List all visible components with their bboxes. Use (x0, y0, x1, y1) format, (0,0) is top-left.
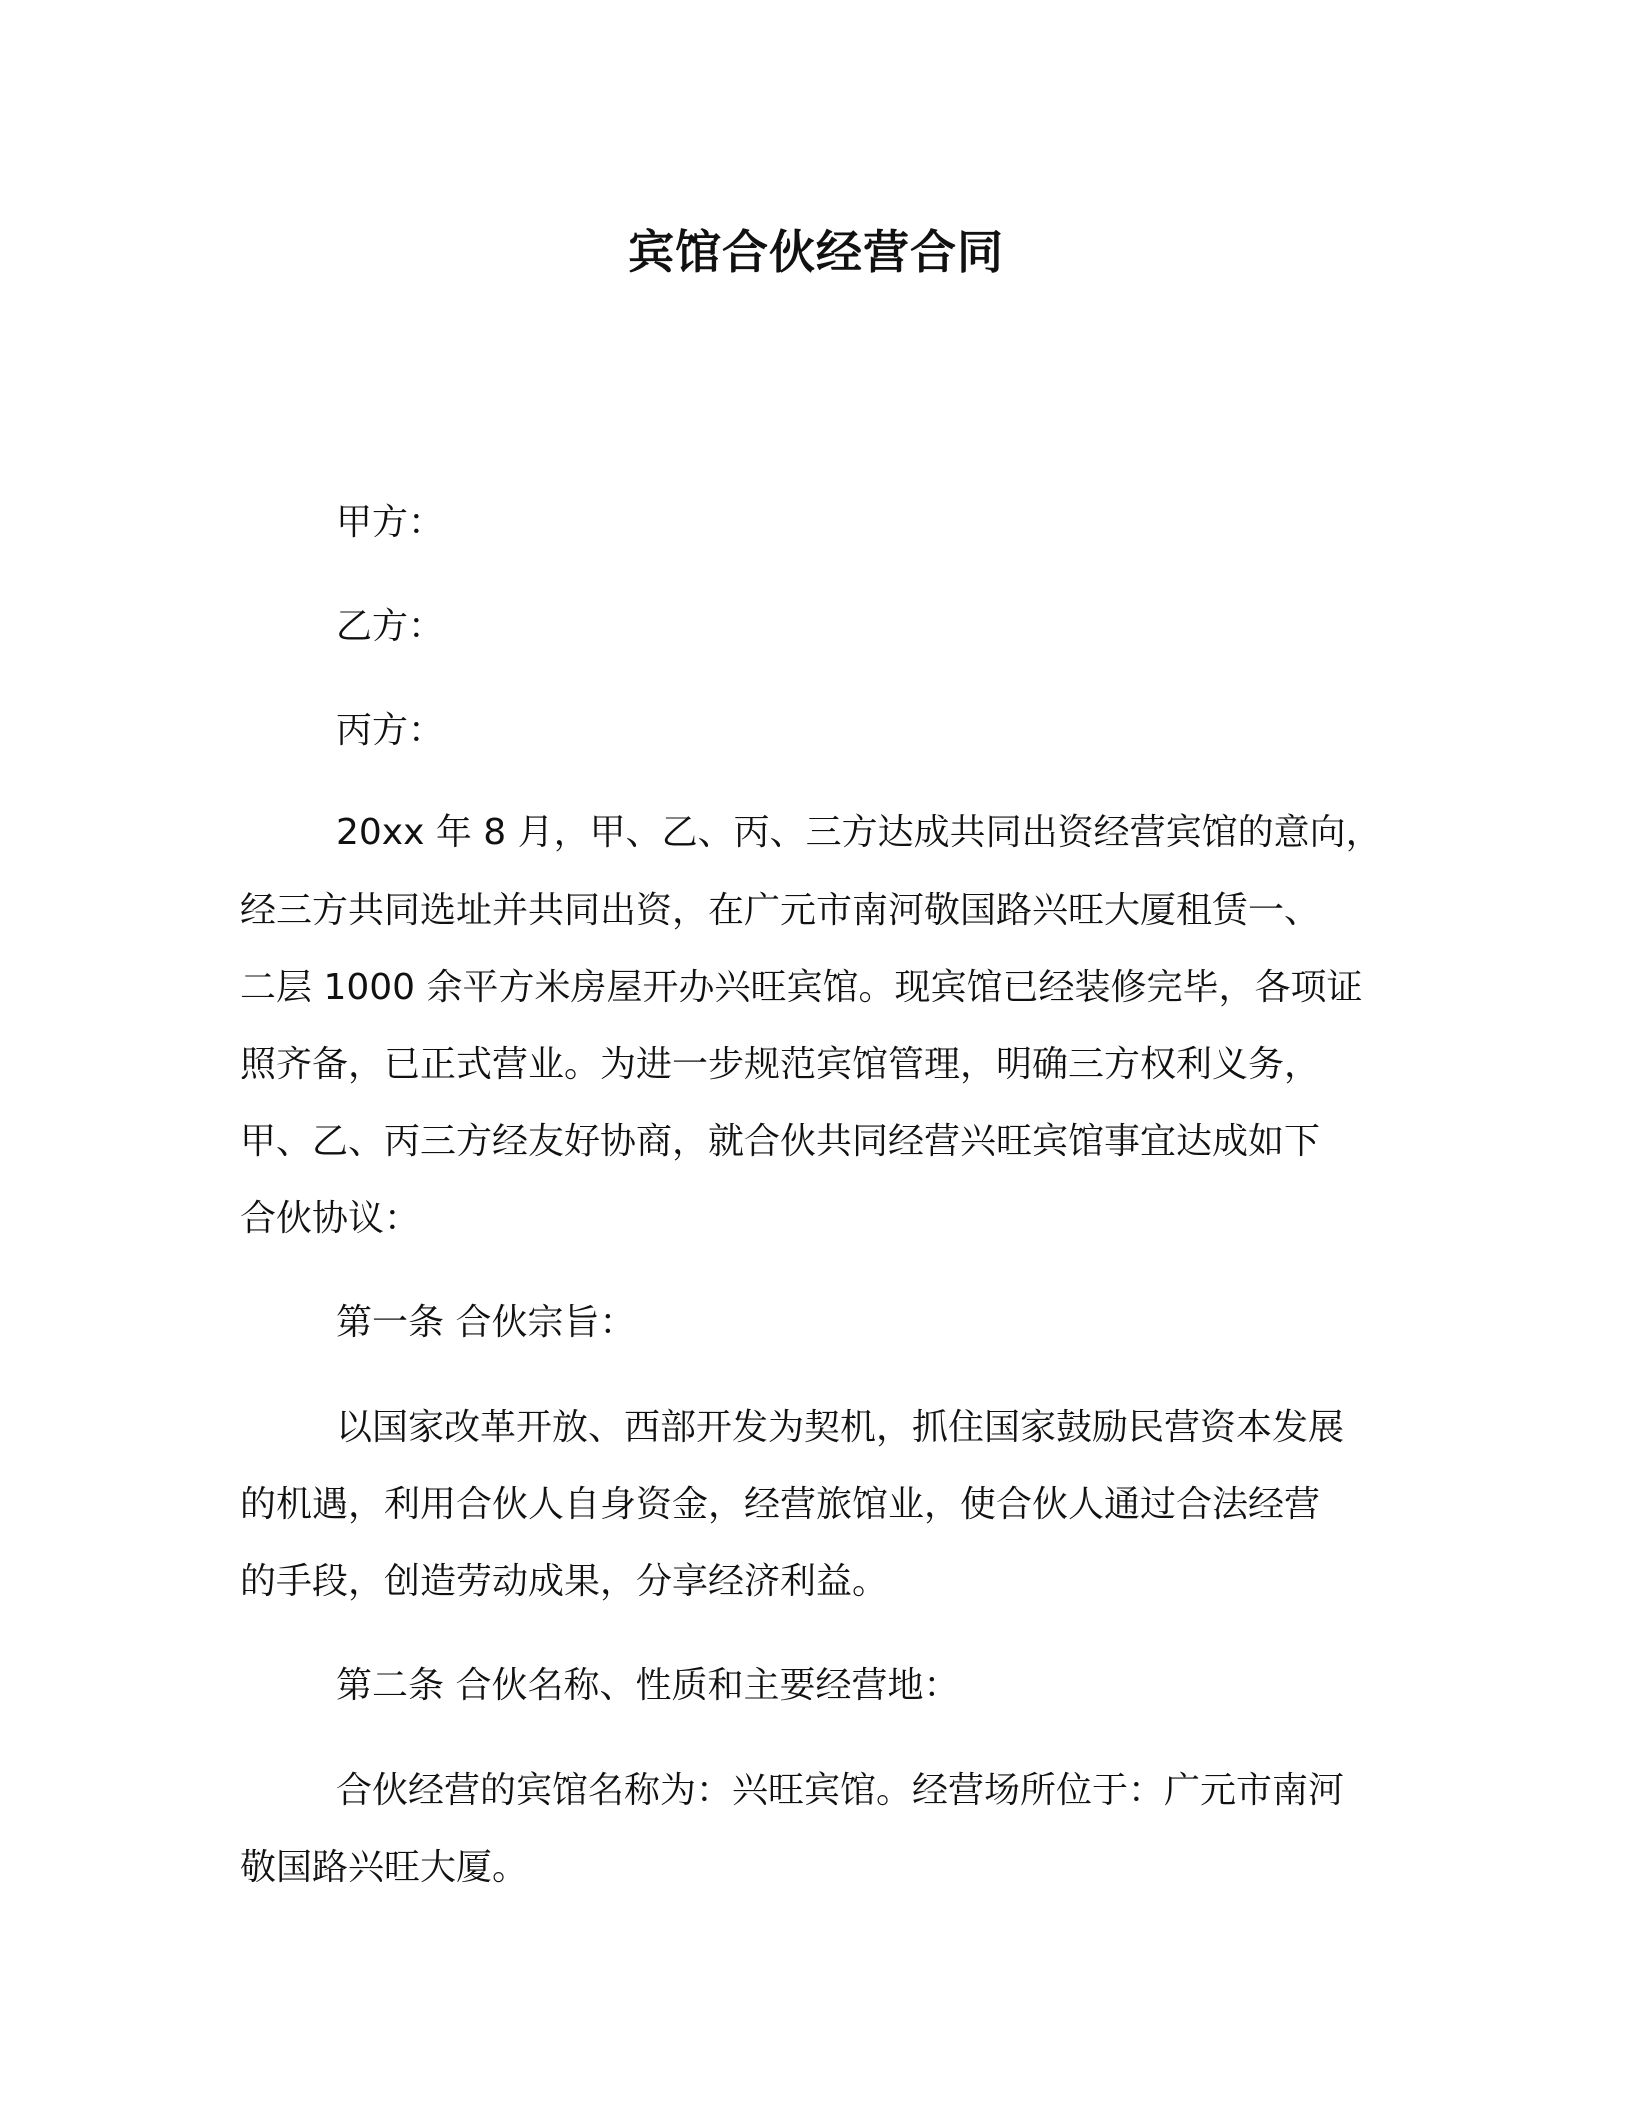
article-2-heading: 第二条 合伙名称、性质和主要经营地： (336, 1665, 960, 1706)
party-b-label: 乙方： (336, 606, 445, 647)
article-2-line-2: 敬国路兴旺大厦。 (240, 1847, 529, 1888)
preamble-line-3: 二层 1000 余平方米房屋开办兴旺宾馆。现宾馆已经装修完毕，各项证 (240, 967, 1363, 1008)
party-a-label: 甲方： (336, 502, 445, 543)
article-1-line-1: 以国家改革开放、西部开发为契机，抓住国家鼓励民营资本发展 (336, 1407, 1345, 1448)
preamble-line-2: 经三方共同选址并共同出资，在广元市南河敬国路兴旺大厦租赁一、 (240, 890, 1321, 931)
article-1-line-2: 的机遇，利用合伙人自身资金，经营旅馆业，使合伙人通过合法经营 (240, 1484, 1321, 1525)
preamble-line-5: 甲、乙、丙三方经友好协商，就合伙共同经营兴旺宾馆事宜达成如下 (240, 1121, 1321, 1162)
party-c-label: 丙方： (336, 710, 445, 751)
preamble-line-6: 合伙协议： (240, 1198, 421, 1239)
preamble-line-4: 照齐备，已正式营业。为进一步规范宾馆管理，明确三方权利义务， (240, 1044, 1321, 1085)
preamble-line-1: 20xx 年 8 月，甲、乙、丙、三方达成共同出资经营宾馆的意向， (336, 812, 1382, 853)
article-1-heading: 第一条 合伙宗旨： (336, 1302, 636, 1343)
document-title: 宾馆合伙经营合同 (628, 225, 1004, 279)
article-1-line-3: 的手段，创造劳动成果，分享经济利益。 (240, 1561, 889, 1602)
article-2-line-1: 合伙经营的宾馆名称为：兴旺宾馆。经营场所位于：广元市南河 (336, 1770, 1345, 1811)
